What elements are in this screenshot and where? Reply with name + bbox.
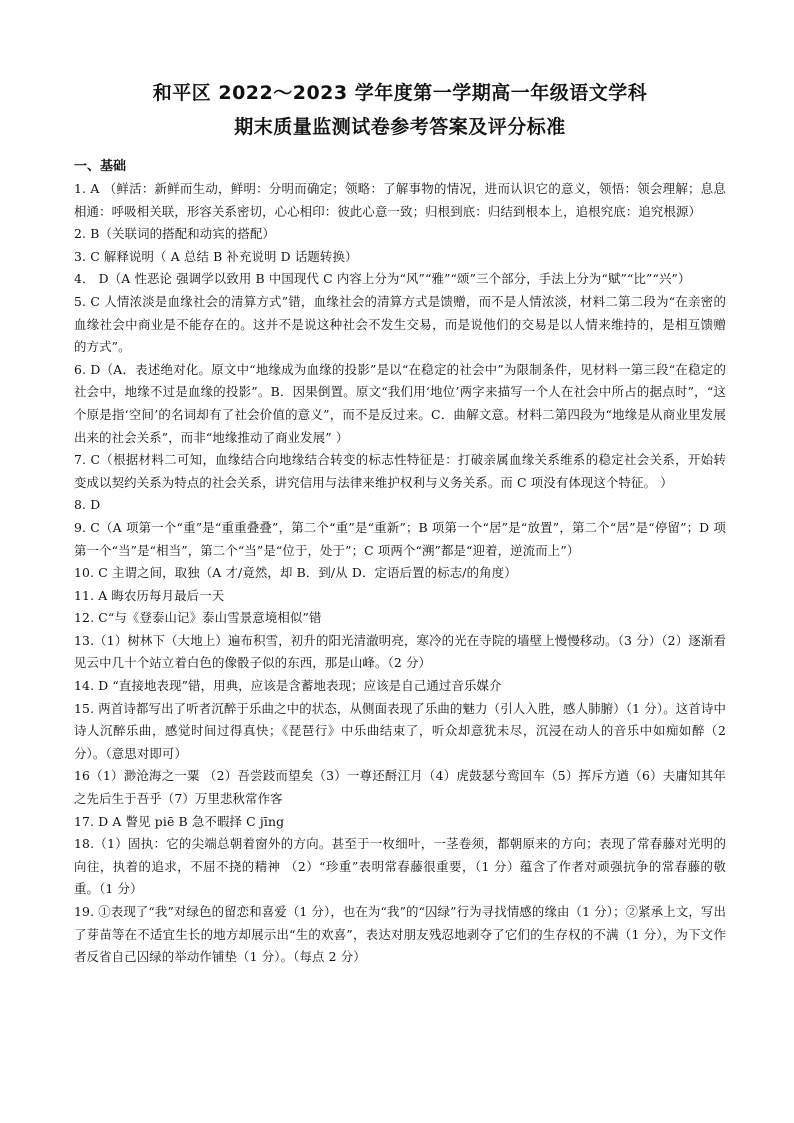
answer-item-7: 7. C（根据材料二可知，血缘结合向地缘结合转变的标志性特征是：打破亲属血缘关系维系的稳定社会关系，开始转变成以契约关系为特点的社会关系，讲究信用与法律来维护权利与义务关系。而 C 项没有体现这个特征。 ） [74,452,726,490]
answer-item-14: 14. D “直接地表现”错，用典，应该是含蓄地表现；应该是自己通过音乐媒介 [74,678,502,694]
answer-item-17: 17. D A 瞥见 piē B 急不暇择 C jīng [74,813,285,829]
answer-item-12: 12. C“与《登泰山记》泰山雪景意境相似”错 [74,610,322,626]
answer-item-16: 16（1）渺沧海之一粟 （2）吾尝跂而望矣（3）一尊还酹江月（4）虎鼓瑟兮鸾回车（5）挥斥方遒（6）夫庸知其年之先后生于吾乎（7）万里悲秋常作客 [74,768,726,807]
answer-item-4: 4． D（A 性恶论 强调学以致用 B 中国现代 C 内容上分为“风”“雅”“颂”三个部分，手法上分为“赋”“比”“兴”） [74,271,691,287]
answer-item-5: 5. C 人情浓淡是血缘社会的清算方式”错，血缘社会的清算方式是馈赠，而不是人情浓淡，材料二第二段为“在亲密的血缘社会中商业是不能存在的。这并不是说这种社会不发生交易，而是说他们的交易是以人情来维持的，是相互馈赠的方式”。 [74,293,726,355]
answer-item-19: 19. ①表现了“我”对绿色的留恋和喜爱（1 分），也在为“我”的“囚绿”行为寻找情感的缘由（1 分）；②紧承上文，写出了芽苗等在不适宜生长的地方却展示出“生的欢喜”，表达对朋友残忍地剥夺了它们的生存权的不满（1 分），为下文作者反省自己囚绿的举动作铺垫（1 分）。（每点 2 分） [74,904,726,965]
answer-sheet-page [74,78,726,969]
section-heading-basics: 一、基础 [74,159,127,174]
document-title-line-1: 和平区 2022～2023 学年度第一学期高一年级语文学科 [152,82,648,104]
document-title-line-2: 期末质量监测试卷参考答案及评分标准 [234,116,566,138]
answer-item-13: 13.（1）树林下（大地上）遍布积雪，初升的阳光清澈明亮，寒冷的光在寺院的墙壁上慢慢移动。（3 分）（2）逐渐看见云中几十个站立着白色的像骰子似的东西，那是山峰。（2 分） [74,632,726,671]
answer-item-18: 18.（1）固执：它的尖端总朝着窗外的方向。甚至于一枚细叶，一茎卷须，都朝原来的方向；表现了常春藤对光明的向往，执着的追求，不屈不挠的精神 （2）“珍重”表明常春藤很重要，（1 分）蕴含了作者对顽强抗争的常春藤的敬重。（1 分） [74,836,726,897]
answer-item-1: 1. A （鲜活：新鲜而生动，鲜明：分明而确定；领略：了解事物的情况，进而认识它的意义，领悟：领会理解；息息相通：呼吸相关联，形容关系密切，心心相印：彼此心意一致；归根到底：归结到根本上，追根究底：追究根源） [74,181,726,219]
answer-item-6: 6. D（A．表述绝对化。原文中“地缘成为血缘的投影”是以“在稳定的社会中”为限制条件，见材料一第三段“在稳定的社会中，地缘不过是血缘的投影”。B．因果倒置。原文“我们用‘地位’两字来描写一个人在社会中所占的据点时”，“这个原是指‘空间’的名词却有了社会价值的意义”，而不是反过来。C．曲解文意。材料二第四段为“地缘是从商业里发展出来的社会关系”，而非“地缘推动了商业发展” ） [74,361,726,445]
answer-item-15: 15. 两首诗都写出了听者沉醉于乐曲之中的状态，从侧面表现了乐曲的魅力（引人入胜，感人肺腑）（1 分）。这首诗中诗人沉醉乐曲，感觉时间过得真快；《琵琶行》中乐曲结束了，听众却意犹未尽，沉浸在动人的音乐中如痴如醉（2 分）。（意思对即可） [74,700,726,761]
answer-item-8: 8. D [74,497,101,513]
answer-item-2: 2. B（关联词的搭配和动宾的搭配） [74,226,276,242]
answer-item-9: 9. C（A 项第一个“重”是“重重叠叠”，第二个“重”是“重新”；B 项第一个“居”是“放置”，第二个“居”是“停留”；D 项第一个“当”是“相当”，第二个“当”是“位于，处于”；C 项两个“溯”都是“迎着，逆流而上”） [74,519,726,558]
answer-item-10: 10. C 主谓之间，取独（A 才/竟然，却 B．到/从 D．定语后置的标志/的角度） [74,565,517,581]
answer-item-11: 11. A 晦农历每月最后一天 [74,587,225,603]
answer-list [74,178,726,969]
answer-item-3: 3. C 解释说明（ A 总结 B 补充说明 D 话题转换） [74,248,358,264]
